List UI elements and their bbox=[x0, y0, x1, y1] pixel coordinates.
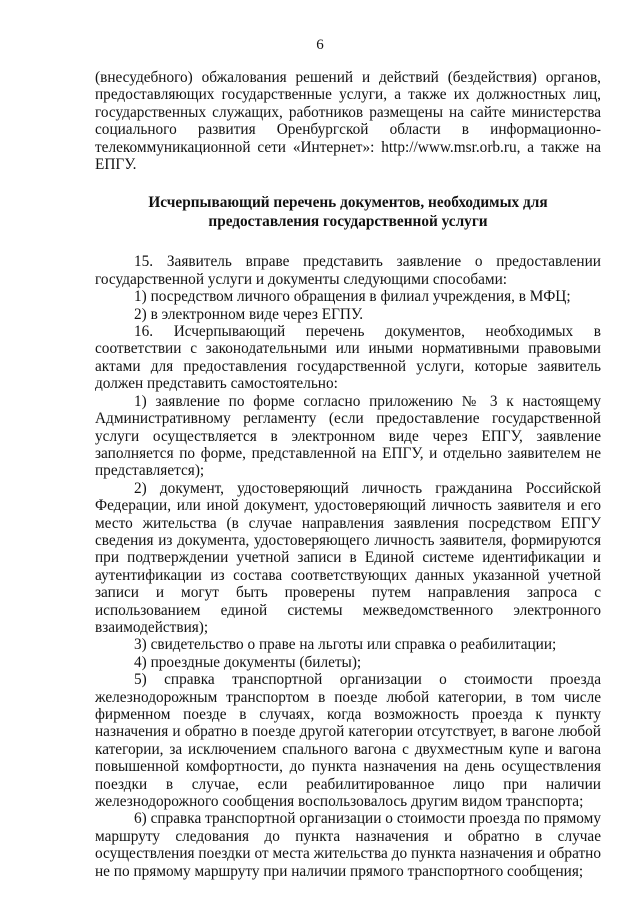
list-item-16-3: 3) свидетельство о праве на льготы или справка о реабилитации; bbox=[134, 636, 557, 654]
section-heading-line-2: предоставления государственной услуги bbox=[208, 213, 488, 231]
page-number: 6 bbox=[316, 37, 324, 53]
intro-paragraph: (внесудебного) обжалования решений и действий (бездействия) органов, предоставляющих государственные услуги, а также их должностных лиц, государственных служащих, работников размещены на сайте министерства социального развития Оренбургской области в информационно-телекоммуникационной сети «Интернет»: http://www.msr.orb.ru, а также на ЕПГУ. bbox=[95, 69, 601, 174]
section-heading-line-1: Исчерпывающий перечень документов, необходимых для bbox=[148, 194, 548, 212]
list-item-16-1: 1) заявление по форме согласно приложению № 3 к настоящему Административному регламенту (если предоставление государственной услуги осуществляется в электронном виде через ЕПГУ, заявление заполняется по форме, представленной на ЕПГУ, и отдельно заявителем не представляется); bbox=[95, 392, 601, 480]
list-item-16-2: 2) документ, удостоверяющий личность гражданина Российской Федерации, или иной документ, удостоверяющий личность заявителя и его место жительства (в случае направления заявления посредством ЕПГУ сведения из документа, удостоверяющего личность заявителя, формируются при подтверждении учетной записи в Единой системе идентификации и аутентификации из состава соответствующих данных указанной учетной записи и могут быть проверены путем направления запроса с использованием единой системы межведомственного электронного взаимодействия); bbox=[95, 479, 601, 636]
paragraph-15: 15. Заявитель вправе представить заявление о предоставлении государственной услуги и документы следующими способами: bbox=[95, 253, 601, 288]
list-item-16-5: 5) справка транспортной организации о стоимости проезда железнодорожным транспортом в поезде любой категории, в том числе фирменном поезде в случаях, когда возможность проезда к пункту назначения и обратно в поезде другой категории отсутствует, в вагоне любой категории, за исключением спального вагона с двухместным купе и вагона повышенной комфортности, до пункта назначения на день осуществления поездки в случае, если реабилитированное лицо при наличии железнодорожного сообщения воспользовалось другим видом транспорта; bbox=[95, 671, 601, 811]
paragraph-16: 16. Исчерпывающий перечень документов, необходимых в соответствии с законодательными или иными нормативными правовыми актами для предоставления государственной услуги, которые заявитель должен представить самостоятельно: bbox=[95, 323, 601, 393]
list-item-16-4: 4) проездные документы (билеты); bbox=[134, 653, 362, 671]
page-body bbox=[95, 69, 601, 880]
section-heading bbox=[95, 193, 601, 231]
list-item-15-1: 1) посредством личного обращения в филиал учреждения, в МФЦ; bbox=[134, 288, 571, 306]
list-item-15-2: 2) в электронном виде через ЕГПУ. bbox=[134, 305, 364, 323]
list-item-16-6: 6) справка транспортной организации о стоимости проезда по прямому маршруту следования до пункта назначения и обратно в случае осуществления поездки от места жительства до пункта назначения и обратно не по прямому маршруту при наличии прямого транспортного сообщения; bbox=[95, 810, 601, 880]
